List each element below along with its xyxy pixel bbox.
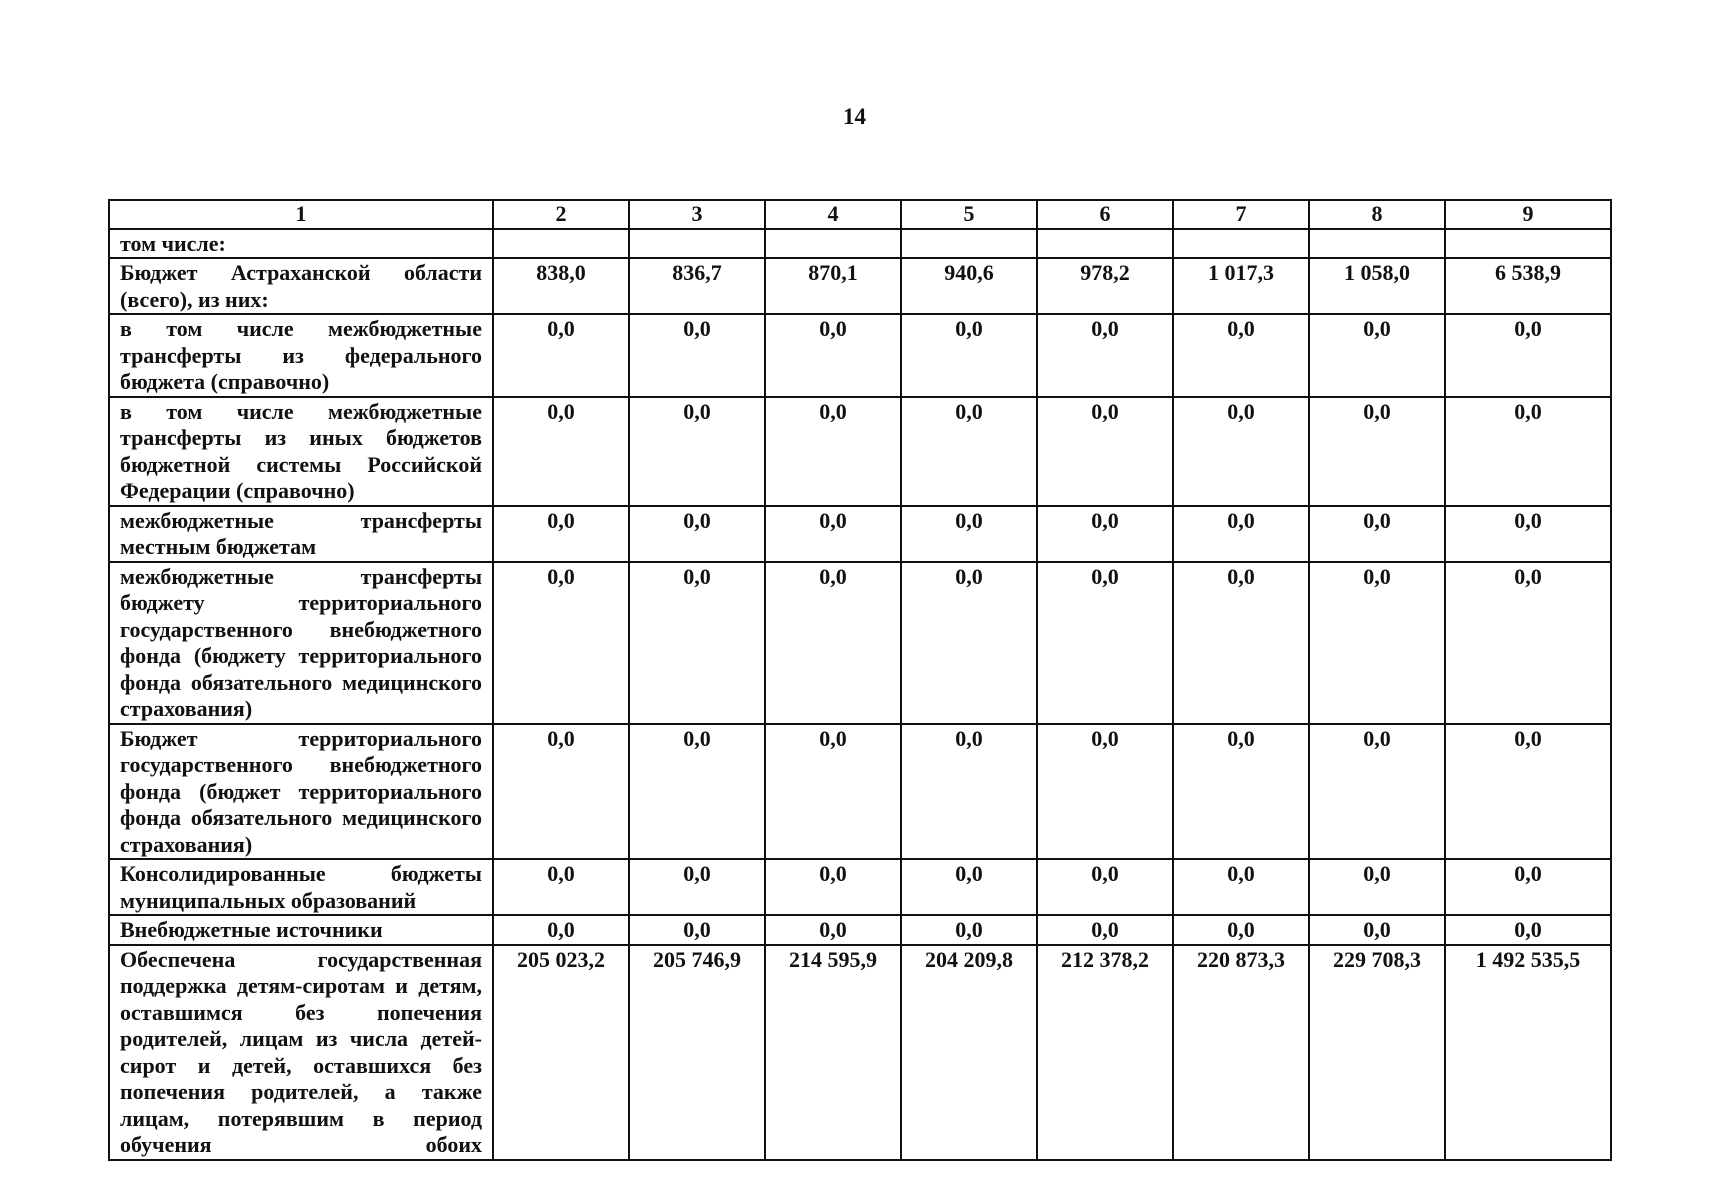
row-label: Консолидированные бюджеты муниципальных образований — [109, 859, 493, 915]
row-label: в том числе межбюджетные трансферты из иных бюджетов бюджетной системы Российской Федерации (справочно) — [109, 397, 493, 506]
cell-value: 978,2 — [1037, 258, 1173, 314]
column-header: 3 — [629, 200, 765, 229]
cell-value — [1309, 229, 1445, 259]
row-label: Бюджет территориального государственного внебюджетного фонда (бюджет территориального фонда обязательного медицинского страхования) — [109, 724, 493, 860]
page-number: 14 — [843, 104, 866, 129]
cell-value: 0,0 — [765, 397, 901, 506]
column-header: 4 — [765, 200, 901, 229]
cell-value: 0,0 — [901, 859, 1037, 915]
column-header: 8 — [1309, 200, 1445, 229]
budget-table — [108, 199, 1612, 1161]
cell-value: 0,0 — [765, 915, 901, 945]
row-label: межбюджетные трансферты местным бюджетам — [109, 506, 493, 562]
cell-value — [1037, 229, 1173, 259]
table-row — [109, 915, 1611, 945]
cell-value — [493, 229, 629, 259]
cell-value: 0,0 — [1309, 397, 1445, 506]
cell-value: 229 708,3 — [1309, 945, 1445, 1160]
cell-value: 205 746,9 — [629, 945, 765, 1160]
cell-value: 205 023,2 — [493, 945, 629, 1160]
cell-value: 0,0 — [901, 724, 1037, 860]
row-label: Обеспечена государственная поддержка детям-сиротам и детям, оставшимся без попечения родителей, лицам из числа детей-сирот и детей, оставшихся без попечения родителей, а также лицам, потерявшим в период обучения обоих — [109, 945, 493, 1160]
cell-value: 0,0 — [1445, 915, 1611, 945]
cell-value: 0,0 — [765, 859, 901, 915]
column-header: 2 — [493, 200, 629, 229]
cell-value: 0,0 — [1173, 724, 1309, 860]
cell-value: 0,0 — [629, 506, 765, 562]
cell-value: 0,0 — [493, 915, 629, 945]
cell-value — [1445, 229, 1611, 259]
cell-value: 0,0 — [1445, 562, 1611, 724]
cell-value: 0,0 — [1309, 562, 1445, 724]
cell-value: 214 595,9 — [765, 945, 901, 1160]
cell-value: 0,0 — [629, 915, 765, 945]
cell-value: 0,0 — [1173, 562, 1309, 724]
cell-value: 870,1 — [765, 258, 901, 314]
cell-value: 0,0 — [1309, 506, 1445, 562]
cell-value: 0,0 — [493, 859, 629, 915]
table-row — [109, 258, 1611, 314]
cell-value: 0,0 — [1309, 724, 1445, 860]
table-row — [109, 397, 1611, 506]
cell-value: 0,0 — [493, 562, 629, 724]
cell-value: 0,0 — [629, 562, 765, 724]
cell-value: 0,0 — [1445, 397, 1611, 506]
cell-value: 0,0 — [1173, 314, 1309, 397]
cell-value: 220 873,3 — [1173, 945, 1309, 1160]
cell-value: 0,0 — [629, 859, 765, 915]
table-row — [109, 506, 1611, 562]
cell-value: 0,0 — [1309, 859, 1445, 915]
cell-value: 0,0 — [1037, 397, 1173, 506]
cell-value: 0,0 — [1173, 859, 1309, 915]
cell-value: 0,0 — [1037, 915, 1173, 945]
cell-value: 0,0 — [901, 915, 1037, 945]
cell-value: 0,0 — [765, 724, 901, 860]
cell-value: 0,0 — [629, 397, 765, 506]
cell-value: 0,0 — [629, 314, 765, 397]
cell-value: 0,0 — [1173, 397, 1309, 506]
table-row — [109, 945, 1611, 1160]
cell-value: 0,0 — [1445, 859, 1611, 915]
table-row — [109, 314, 1611, 397]
cell-value: 940,6 — [901, 258, 1037, 314]
cell-value: 0,0 — [1037, 859, 1173, 915]
row-label: межбюджетные трансферты бюджету территориального государственного внебюджетного фонда (бюджету территориального фонда обязательного медицинского страхования) — [109, 562, 493, 724]
cell-value: 6 538,9 — [1445, 258, 1611, 314]
column-header: 6 — [1037, 200, 1173, 229]
cell-value: 0,0 — [493, 314, 629, 397]
cell-value: 0,0 — [1445, 724, 1611, 860]
cell-value: 0,0 — [1173, 506, 1309, 562]
cell-value: 0,0 — [1445, 506, 1611, 562]
cell-value: 0,0 — [901, 397, 1037, 506]
column-header: 9 — [1445, 200, 1611, 229]
row-label: Внебюджетные источники — [109, 915, 493, 945]
table-row — [109, 859, 1611, 915]
cell-value: 0,0 — [1309, 314, 1445, 397]
table-row — [109, 229, 1611, 259]
cell-value — [629, 229, 765, 259]
column-header: 1 — [109, 200, 493, 229]
cell-value: 0,0 — [1037, 724, 1173, 860]
cell-value: 0,0 — [901, 314, 1037, 397]
cell-value: 0,0 — [901, 506, 1037, 562]
cell-value: 0,0 — [1173, 915, 1309, 945]
column-header: 7 — [1173, 200, 1309, 229]
column-header-row — [109, 200, 1611, 229]
cell-value: 0,0 — [629, 724, 765, 860]
row-label: том числе: — [109, 229, 493, 259]
cell-value: 0,0 — [765, 562, 901, 724]
cell-value: 0,0 — [1037, 506, 1173, 562]
cell-value: 0,0 — [1037, 562, 1173, 724]
cell-value: 0,0 — [1037, 314, 1173, 397]
cell-value: 838,0 — [493, 258, 629, 314]
column-header: 5 — [901, 200, 1037, 229]
table-row — [109, 562, 1611, 724]
cell-value: 1 492 535,5 — [1445, 945, 1611, 1160]
cell-value — [765, 229, 901, 259]
cell-value — [1173, 229, 1309, 259]
cell-value: 0,0 — [765, 314, 901, 397]
row-label: Бюджет Астраханской области (всего), из них: — [109, 258, 493, 314]
cell-value: 0,0 — [1309, 915, 1445, 945]
cell-value — [901, 229, 1037, 259]
cell-value: 836,7 — [629, 258, 765, 314]
cell-value: 1 058,0 — [1309, 258, 1445, 314]
row-label: в том числе межбюджетные трансферты из федерального бюджета (справочно) — [109, 314, 493, 397]
cell-value: 0,0 — [493, 506, 629, 562]
cell-value: 0,0 — [765, 506, 901, 562]
cell-value: 0,0 — [1445, 314, 1611, 397]
cell-value: 0,0 — [493, 724, 629, 860]
cell-value: 0,0 — [901, 562, 1037, 724]
cell-value: 212 378,2 — [1037, 945, 1173, 1160]
cell-value: 204 209,8 — [901, 945, 1037, 1160]
cell-value: 0,0 — [493, 397, 629, 506]
cell-value: 1 017,3 — [1173, 258, 1309, 314]
table-row — [109, 724, 1611, 860]
